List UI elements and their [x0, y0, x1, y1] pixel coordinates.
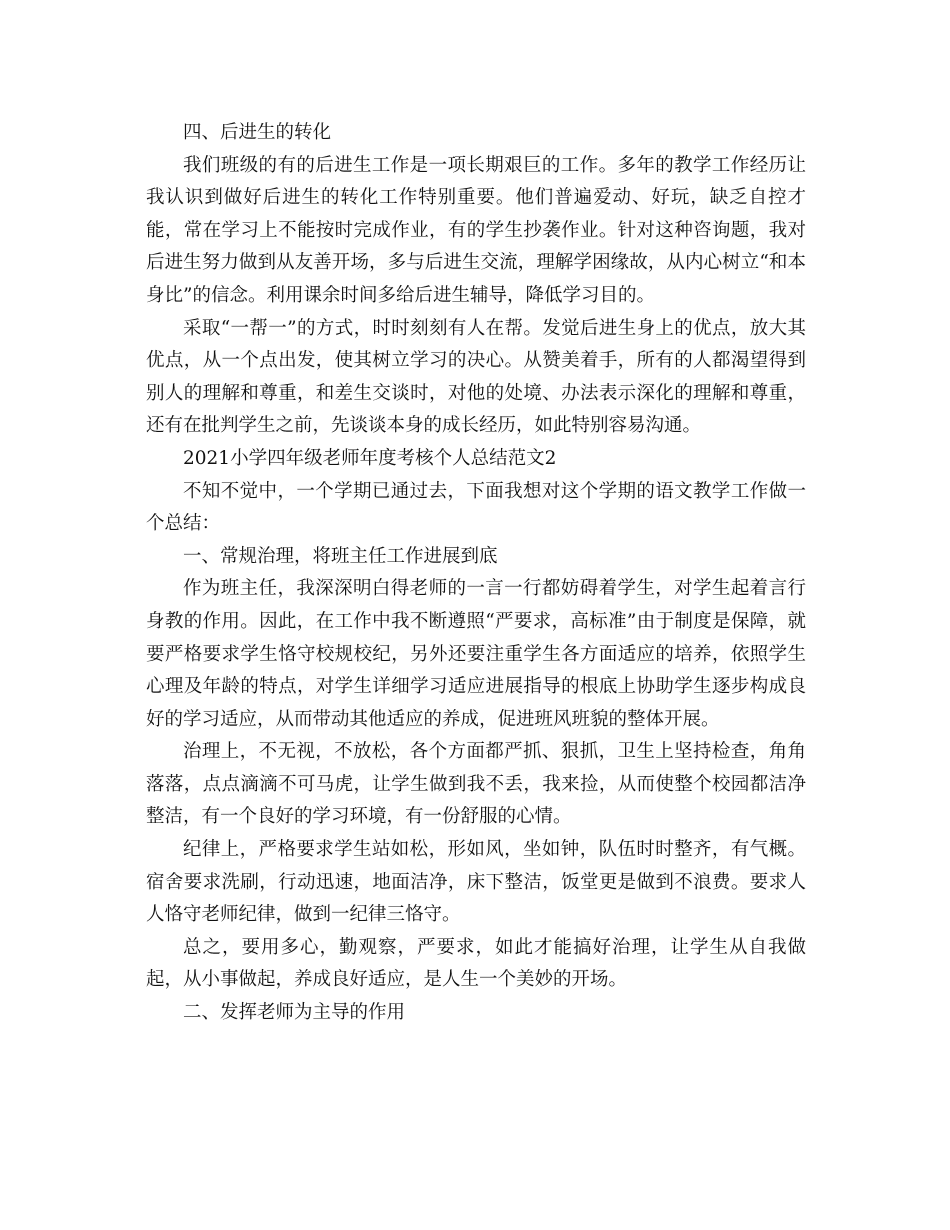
section-heading-2: 二、发挥老师为主导的作用: [183, 1002, 406, 1024]
body-paragraph: 不知不觉中，一个学期已通过去，下面我想对这个学期的语文教学工作做一个总结：: [146, 480, 806, 535]
body-paragraph: 作为班主任，我深深明白得老师的一言一行都妨碍着学生，对学生起着言行身教的作用。因此，在工作中我不断遵照“严要求，高标准”由于制度是保障，就要严格要求学生恪守校规校纪，另外还要注重学生各方面适应的培养，依照学生心理及年龄的特点，对学生详细学习适应进展指导的根底上协助学生逐步构成良好的学习适应，从而带动其他适应的养成，促进班风班貌的整体开展。: [146, 578, 806, 730]
document-body: [146, 117, 806, 1030]
section-heading-4: 四、后进生的转化: [183, 122, 332, 143]
body-paragraph: 总之，要用多心，勤观察，严要求，如此才能搞好治理，让学生从自我做起，从小事做起，养成良好适应，是人生一个美妙的开场。: [146, 936, 806, 991]
body-paragraph: 我们班级的有的后进生工作是一项长期艰巨的工作。多年的教学工作经历让我认识到做好后进生的转化工作特别重要。他们普遍爱动、好玩，缺乏自控才能，常在学习上不能按时完成作业，有的学生抄袭作业。针对这种咨询题，我对后进生努力做到从友善开场，多与后进生交流，理解学困缘故，从内心树立“和本身比”的信念。利用课余时间多给后进生辅导，降低学习目的。: [146, 154, 806, 306]
body-paragraph: 纪律上，严格要求学生站如松，形如风，坐如钟，队伍时时整齐，有气概。宿舍要求洗刷，行动迅速，地面洁净，床下整洁，饭堂更是做到不浪费。要求人人恪守老师纪律，做到一纪律三恪守。: [146, 839, 806, 926]
section-heading-1: 一、常规治理，将班主任工作进展到底: [183, 545, 498, 567]
body-paragraph: 治理上，不无视，不放松，各个方面都严抓、狠抓，卫生上坚持检查，角角落落，点点滴滴不可马虎，让学生做到我不丢，我来捡，从而使整个校园都洁净整洁，有一个良好的学习环境，有一份舒服的心情。: [146, 741, 806, 828]
body-paragraph: 采取“一帮一”的方式，时时刻刻有人在帮。发觉后进生身上的优点，放大其优点，从一个点出发，使其树立学习的决心。从赞美着手，所有的人都渴望得到别人的理解和尊重，和差生交谈时，对他的处境、办法表示深化的理解和尊重，还有在批判学生之前，先谈谈本身的成长经历，如此特别容易沟通。: [146, 317, 806, 437]
article-title: 2021小学四年级老师年度考核个人总结范文2: [183, 447, 557, 469]
